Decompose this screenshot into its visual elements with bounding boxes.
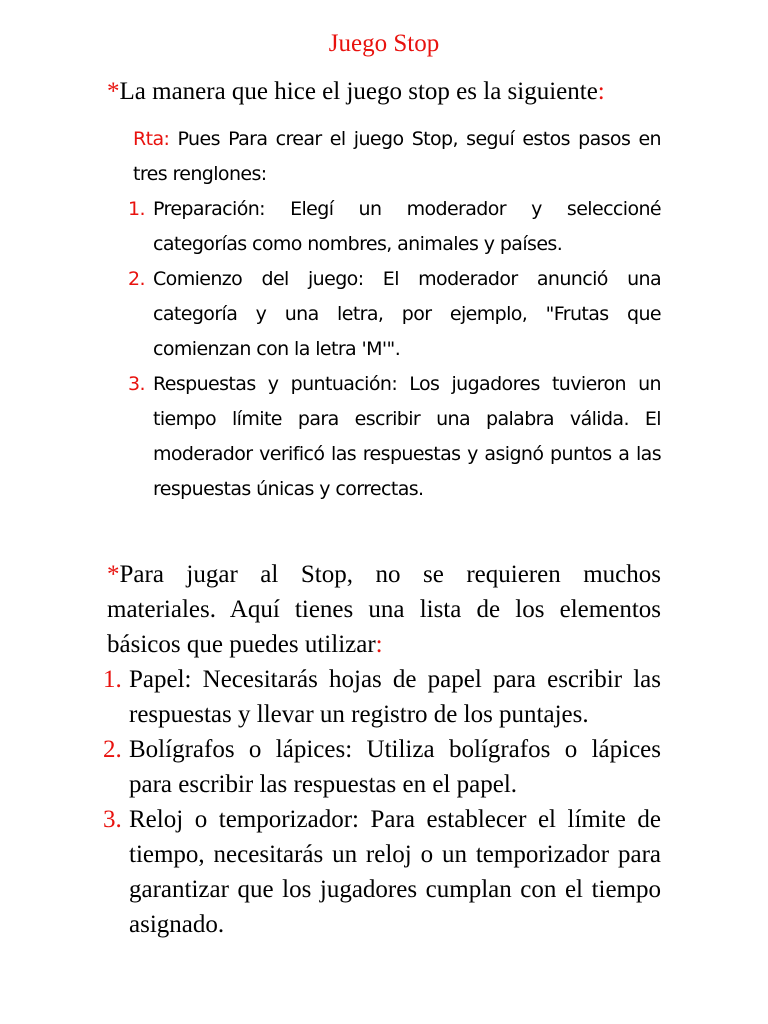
item-text: Papel: Necesitarás hojas de papel para escribir las respuestas y llevar un registro de los puntajes. [129, 666, 661, 728]
item-number: 1. [103, 666, 122, 693]
step-text: Preparación: Elegí un moderador y seleccioné categorías como nombres, animales y países. [153, 198, 661, 255]
list-item [128, 367, 661, 507]
step-number: 2. [128, 268, 145, 290]
question-2-intro [107, 557, 661, 662]
answer-intro [133, 122, 661, 192]
item-text: Bolígrafos o lápices: Utiliza bolígrafos o lápices para escribir las respuestas en el papel. [129, 736, 661, 798]
list-item [128, 192, 661, 262]
step-text: Respuestas y puntuación: Los jugadores tuvieron un tiempo límite para escribir una palabra válida. El moderador verificó las respuestas y asignó puntos a las respuestas únicas y correctas. [153, 373, 661, 500]
materials-list [103, 662, 661, 942]
question-2 [103, 557, 661, 942]
list-item [103, 802, 661, 942]
list-item [103, 662, 661, 732]
question-2-star: * [107, 561, 120, 588]
question-2-text: Para jugar al Stop, no se requieren muchos materiales. Aquí tienes una lista de los elementos básicos que puedes utilizar [107, 561, 661, 658]
step-number: 1. [128, 198, 145, 220]
answer-label: Rta: [133, 128, 170, 150]
answer-block [128, 122, 661, 507]
list-item [128, 262, 661, 367]
item-number: 2. [103, 736, 122, 763]
question-1-star: * [107, 78, 120, 105]
step-number: 3. [128, 373, 145, 395]
question-1 [107, 77, 707, 107]
step-text: Comienzo del juego: El moderador anunció una categoría y una letra, por ejemplo, "Frutas que comienzan con la letra 'M'". [153, 268, 661, 360]
question-1-colon: : [597, 78, 605, 105]
page-title: Juego Stop [328, 30, 440, 57]
list-item [103, 732, 661, 802]
question-1-text: La manera que hice el juego stop es la siguiente [119, 78, 598, 105]
item-text: Reloj o temporizador: Para establecer el límite de tiempo, necesitarás un reloj o un temporizador para garantizar que los jugadores cumplan con el tiempo asignado. [129, 806, 661, 938]
steps-list [128, 192, 661, 507]
question-2-colon: : [375, 631, 383, 658]
answer-intro-text: Pues Para crear el juego Stop, seguí estos pasos en tres renglones: [133, 128, 661, 185]
item-number: 3. [103, 806, 122, 833]
